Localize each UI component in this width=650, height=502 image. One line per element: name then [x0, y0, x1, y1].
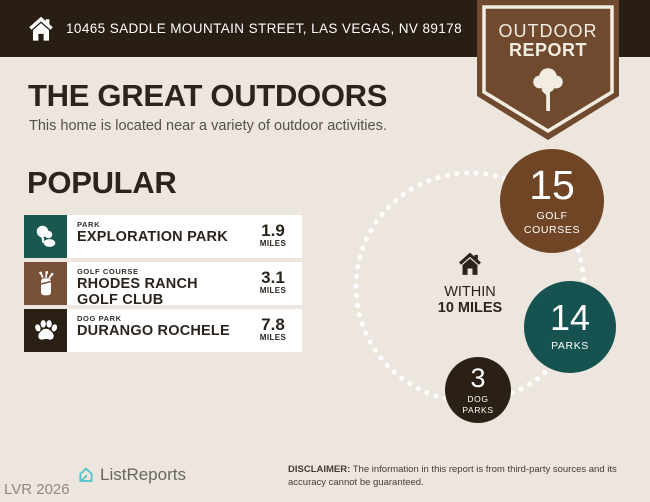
golf-courses-label-line2: COURSES: [523, 223, 581, 236]
item-category: DOG PARK: [77, 314, 122, 323]
dog-parks-label-line2: PARKS: [462, 404, 494, 415]
parks-bubble: [524, 281, 616, 373]
home-icon: [26, 14, 56, 44]
park-trees-icon: [24, 215, 67, 258]
page-title: THE GREAT OUTDOORS: [28, 78, 388, 113]
golf-courses-label-line1: GOLF: [536, 210, 568, 223]
badge-title-line2: REPORT: [508, 40, 587, 60]
dog-parks-label-line1: DOG: [467, 393, 489, 404]
item-distance-unit: MILES: [259, 286, 287, 295]
item-distance-unit: MILES: [259, 239, 287, 248]
listreports-brand-text: ListReports: [100, 465, 186, 484]
item-distance-unit: MILES: [259, 333, 287, 342]
page-subtitle: This home is located near a variety of outdoor activities.: [29, 118, 387, 134]
item-distance: 7.8: [261, 315, 285, 334]
golf-bag-icon: [24, 262, 67, 305]
disclaimer-text: [288, 463, 632, 490]
within-text: WITHIN: [444, 284, 496, 300]
list-item-golf-course: [24, 262, 302, 305]
item-name: DURANGO ROCHELE: [77, 323, 230, 339]
property-address: 10465 SADDLE MOUNTAIN STREET, LAS VEGAS, NV 89178: [66, 21, 462, 36]
tree-icon: [524, 64, 572, 116]
parks-count: 14: [549, 297, 591, 339]
item-name: RHODES RANCH GOLF CLUB: [77, 276, 198, 305]
listreports-logo: [77, 465, 186, 485]
badge-title-line1: OUTDOOR: [498, 21, 598, 41]
item-name: EXPLORATION PARK: [77, 229, 228, 245]
outdoor-report-badge: [477, 0, 619, 141]
within-distance-text: 10 MILES: [437, 300, 503, 316]
disclaimer-body: The information in this report is from third-party sources and its accuracy cannot be guaranteed.: [288, 464, 617, 489]
item-category: PARK: [77, 220, 101, 229]
home-marker-icon: [455, 250, 485, 278]
disclaimer-label: DISCLAIMER:: [288, 464, 351, 475]
list-item-park: [24, 215, 302, 258]
item-category: GOLF COURSE: [77, 267, 139, 276]
parks-label: PARKS: [551, 340, 589, 353]
popular-heading: POPULAR: [27, 165, 177, 200]
golf-courses-count: 15: [529, 162, 575, 209]
dog-parks-bubble: [445, 357, 511, 423]
lvr-watermark: LVR 2026: [4, 481, 70, 498]
popular-list: [24, 215, 302, 356]
list-item-dog-park: [24, 309, 302, 352]
listreports-house-icon: [77, 466, 95, 484]
within-radius-label: [415, 250, 525, 316]
dog-parks-count: 3: [470, 362, 486, 393]
item-distance: 3.1: [261, 268, 285, 287]
golf-courses-bubble: [500, 149, 604, 253]
item-distance: 1.9: [261, 221, 285, 240]
paw-icon: [24, 309, 67, 352]
